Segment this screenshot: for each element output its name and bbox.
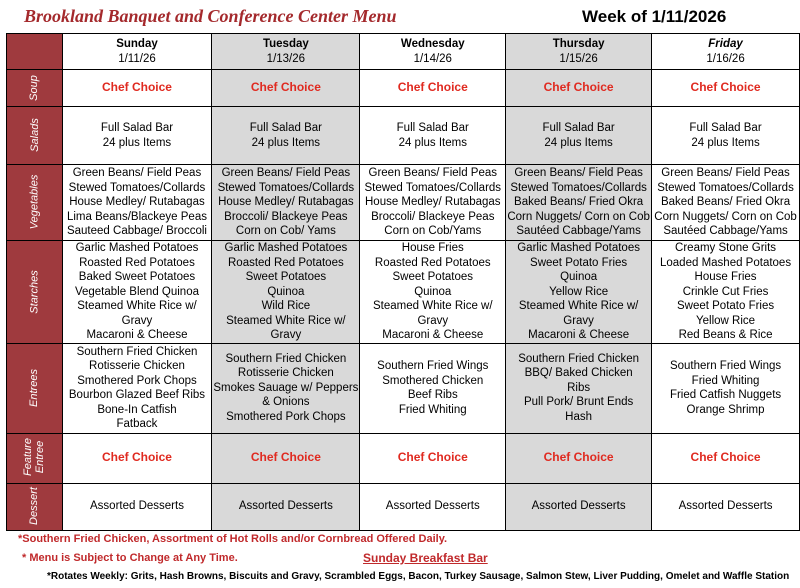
footer-note-change: * Menu is Subject to Change at Any Time.: [22, 552, 238, 564]
starches-tuesday: Garlic Mashed Potatoes Roasted Red Potatoes Sweet Potatoes Quinoa Wild Rice Steamed White Rice w/ Gravy: [212, 241, 360, 344]
dessert-row: [7, 483, 800, 530]
vegetables-tuesday: Green Beans/ Field Peas Stewed Tomatoes/Collards House Medley/ Rutabagas Broccoli/ Blackeye Peas Corn on Cob/ Yams: [212, 165, 360, 241]
soup-friday: Chef Choice: [652, 70, 800, 107]
dessert-tuesday: Assorted Desserts: [212, 483, 360, 530]
feature-sunday: Chef Choice: [62, 433, 212, 483]
day-header-thursday: Thursday 1/15/26: [506, 34, 652, 70]
footer-note-daily: *Southern Fried Chicken, Assortment of Hot Rolls and/or Cornbread Offered Daily.: [18, 533, 448, 545]
starches-thursday: Garlic Mashed Potatoes Sweet Potato Fries Quinoa Yellow Rice Steamed White Rice w/ Gravy Macaroni & Cheese: [506, 241, 652, 344]
starches-friday: Creamy Stone Grits Loaded Mashed Potatoes House Fries Crinkle Cut Fries Sweet Potato Fries Yellow Rice Red Beans & Rice: [652, 241, 800, 344]
category-label-starches: Starches: [7, 241, 63, 344]
salads-row: [7, 107, 800, 165]
salads-thursday: Full Salad Bar 24 plus Items: [506, 107, 652, 165]
vegetables-friday: Green Beans/ Field Peas Stewed Tomatoes/Collards Baked Beans/ Fried Okra Corn Nuggets/ Corn on Cob Sautéed Cabbage/Yams: [652, 165, 800, 241]
entrees-sunday: Southern Fried Chicken Rotisserie Chicken Smothered Pork Chops Bourbon Glazed Beef Ribs Bone-In Catfish Fatback: [62, 343, 212, 433]
salads-tuesday: Full Salad Bar 24 plus Items: [212, 107, 360, 165]
breakfast-bar-note: *Rotates Weekly: Grits, Hash Browns, Biscuits and Gravy, Scrambled Eggs, Bacon, Turkey Sausage, Salmon Stew, Liver Pudding, Omelet and Waffle Station: [47, 571, 790, 582]
dessert-wednesday: Assorted Desserts: [360, 483, 506, 530]
category-label-soup: Soup: [7, 70, 63, 107]
dessert-thursday: Assorted Desserts: [506, 483, 652, 530]
salads-sunday: Full Salad Bar 24 plus Items: [62, 107, 212, 165]
feature-wednesday: Chef Choice: [360, 433, 506, 483]
salads-friday: Full Salad Bar 24 plus Items: [652, 107, 800, 165]
menu-table: [6, 33, 800, 531]
vegetables-sunday: Green Beans/ Field Peas Stewed Tomatoes/Collards House Medley/ Rutabagas Lima Beans/Blackeye Peas Sauteed Cabbage/ Broccoli: [62, 165, 212, 241]
day-header-sunday: Sunday 1/11/26: [62, 34, 212, 70]
category-label-feature-entree: Feature Entree: [7, 433, 63, 483]
menu-title: Brookland Banquet and Conference Center Menu: [24, 6, 397, 26]
day-header-friday: Friday 1/16/26: [652, 34, 800, 70]
category-label-vegetables: Vegetables: [7, 165, 63, 241]
soup-thursday: Chef Choice: [506, 70, 652, 107]
entrees-friday: Southern Fried Wings Fried Whiting Fried Catfish Nuggets Orange Shrimp: [652, 343, 800, 433]
day-header-wednesday: Wednesday 1/14/26: [360, 34, 506, 70]
entrees-row: [7, 343, 800, 433]
soup-tuesday: Chef Choice: [212, 70, 360, 107]
feature-friday: Chef Choice: [652, 433, 800, 483]
soup-wednesday: Chef Choice: [360, 70, 506, 107]
feature-thursday: Chef Choice: [506, 433, 652, 483]
dessert-sunday: Assorted Desserts: [62, 483, 212, 530]
starches-wednesday: House Fries Roasted Red Potatoes Sweet Potatoes Quinoa Steamed White Rice w/ Gravy Macaroni & Cheese: [360, 241, 506, 344]
starches-sunday: Garlic Mashed Potatoes Roasted Red Potatoes Baked Sweet Potatoes Vegetable Blend Quinoa Steamed White Rice w/ Gravy Macaroni & Cheese: [62, 241, 212, 344]
dessert-friday: Assorted Desserts: [652, 483, 800, 530]
soup-row: [7, 70, 800, 107]
vegetables-wednesday: Green Beans/ Field Peas Stewed Tomatoes/Collards House Medley/ Rutabagas Broccoli/ Blackeye Peas Corn on Cob/Yams: [360, 165, 506, 241]
soup-sunday: Chef Choice: [62, 70, 212, 107]
entrees-wednesday: Southern Fried Wings Smothered Chicken Beef Ribs Fried Whiting: [360, 343, 506, 433]
salads-wednesday: Full Salad Bar 24 plus Items: [360, 107, 506, 165]
day-header-tuesday: Tuesday 1/13/26: [212, 34, 360, 70]
vegetables-thursday: Green Beans/ Field Peas Stewed Tomatoes/Collards Baked Beans/ Fried Okra Corn Nuggets/ Corn on Cob Sautéed Cabbage/Yams: [506, 165, 652, 241]
feature-entree-row: [7, 433, 800, 483]
vegetables-row: [7, 165, 800, 241]
entrees-tuesday: Southern Fried Chicken Rotisserie Chicken Smokes Sauage w/ Peppers & Onions Smothered Pork Chops: [212, 343, 360, 433]
header-row: [7, 34, 800, 70]
starches-row: [7, 241, 800, 344]
entrees-thursday: Southern Fried Chicken BBQ/ Baked Chicken Ribs Pull Pork/ Brunt Ends Hash: [506, 343, 652, 433]
category-label-dessert: Dessert: [7, 483, 63, 530]
feature-tuesday: Chef Choice: [212, 433, 360, 483]
breakfast-bar-title: Sunday Breakfast Bar: [363, 551, 488, 565]
category-label-entrees: Entrees: [7, 343, 63, 433]
corner-cell: [7, 34, 63, 70]
category-label-salads: Salads: [7, 107, 63, 165]
week-label: Week of 1/11/2026: [582, 7, 727, 26]
